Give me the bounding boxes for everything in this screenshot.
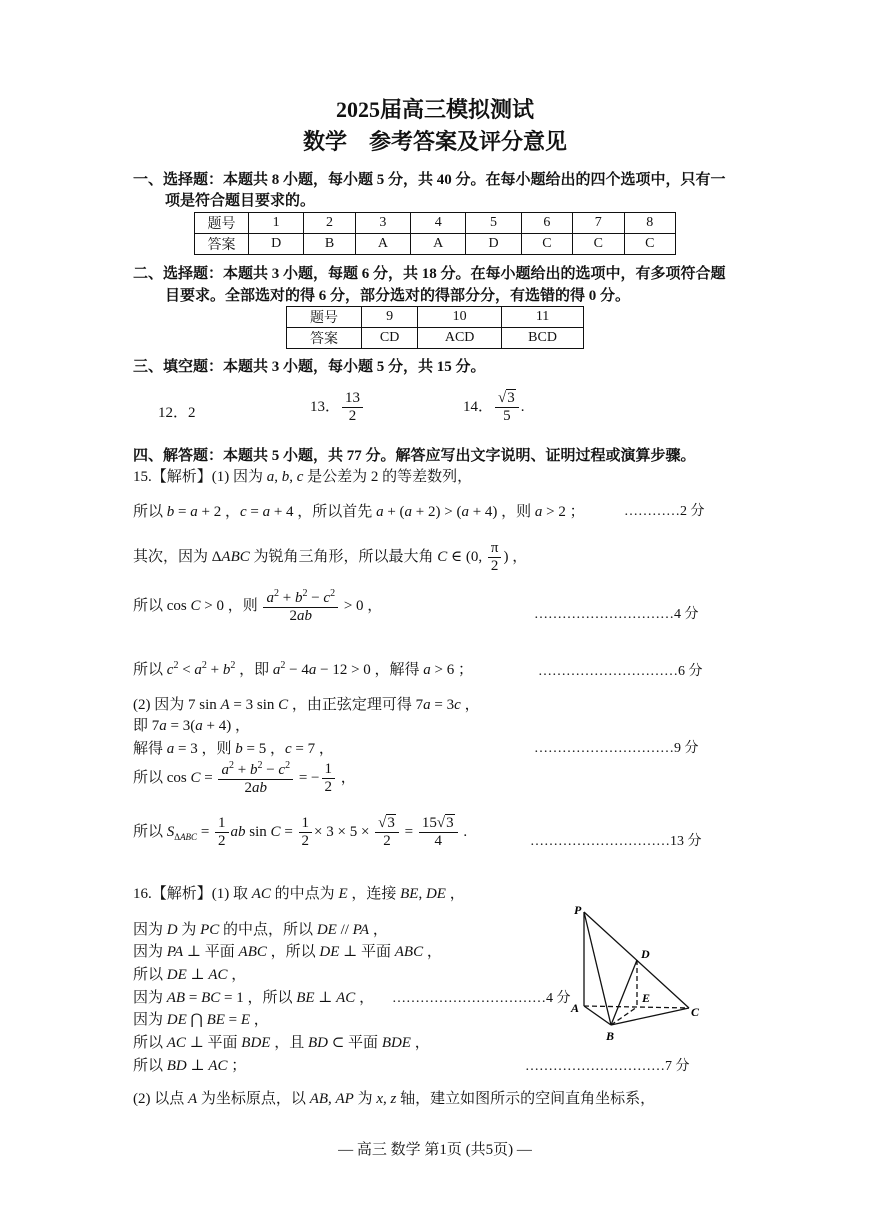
p16-line7: 所以 AC ⊥ 平面 BDE ，且 BD ⊂ 平面 BDE ， [133, 1035, 430, 1051]
p15-line8: 解得 a = 3 ，则 b = 5 ，c = 7 ， [133, 741, 334, 757]
fraction: $\frac{√3}{5}$ [495, 390, 519, 426]
table-cell: ACD [418, 328, 502, 349]
table-cell: A [411, 234, 466, 255]
answer-table-1 [194, 212, 676, 255]
section2-heading: 二、选择题：本题共 3 小题，每题 6 分，共 18 分。在每小题给出的选项中，有多项符合题 [133, 266, 726, 282]
p16-line5: 因为 AB = BC = 1 ，所以 BE ⊥ AC ， [133, 990, 375, 1006]
table-cell: 答案 [195, 234, 249, 255]
point-label-e: E [642, 991, 651, 1005]
answer-12: 12．2 [158, 405, 196, 421]
p15-line4: 所以 cos C > 0 ，则 $\frac{a^2 + b^2 - c^2}{2ab}$ > 0 ， [133, 588, 383, 625]
score-6: …………………………6 分 [538, 664, 703, 679]
vertex-label-b: B [606, 1029, 615, 1043]
p15-line10: 所以 $S_{\Delta ABC}$ = $\frac{1}{2}$ ab sin C = $\frac{1}{2}$ × 3 × 5 × $\frac{√3}{2}$ = $\frac{15√3}{4}$ . [133, 815, 468, 850]
section3-heading: 三、填空题：本题共 3 小题，每小题 5 分，共 15 分。 [133, 359, 486, 375]
table-cell: 答案 [287, 328, 362, 349]
table-cell: 1 [249, 213, 304, 234]
table-cell: 题号 [287, 307, 362, 328]
p16-line6: 因为 DE ⋂ BE = E ， [133, 1012, 269, 1028]
p16-line4: 所以 DE ⊥ AC ， [133, 967, 247, 983]
section4-heading: 四、解答题：本题共 5 小题，共 77 分。解答应写出文字说明、证明过程或演算步骤。 [133, 448, 696, 464]
score-16-4: ……………………………4 分 [392, 991, 571, 1006]
table-cell: 10 [418, 307, 502, 328]
score-16-7: …………………………7 分 [525, 1059, 690, 1074]
table-cell: 6 [521, 213, 572, 234]
table-cell: 2 [304, 213, 355, 234]
score-4: …………………………4 分 [534, 607, 699, 622]
fraction: $\frac{13}{2}$ [342, 390, 363, 426]
p15-line5: 所以 $c^2 < a^2 + b^2$ ，即 $a^2 - 4a - 12 > 0$ ，解得 a > 6 ； [133, 660, 473, 678]
table-cell: 题号 [195, 213, 249, 234]
table-cell: CD [362, 328, 418, 349]
table-row [287, 307, 584, 328]
section1-heading-cont: 项是符合题目要求的。 [165, 193, 316, 209]
p15-line7: 即 7a = 3(a + 4) ， [133, 718, 250, 734]
p15-line2: 所以 b = a + 2 ，c = a + 4 ，所以首先 a + (a + 2) > (a + 4) ，则 a > 2 ； [133, 504, 585, 520]
table-cell: 9 [362, 307, 418, 328]
p15-line6: (2) 因为 7 sin A = 3 sin C ，由正弦定理可得 7a = 3c ， [133, 697, 480, 713]
vertex-label-d: D [641, 947, 650, 961]
table-row [287, 328, 584, 349]
answer-14: 14． $\frac{√3}{5}$ . [463, 390, 525, 425]
table-cell: 4 [411, 213, 466, 234]
page-footer: — 高三 数学 第1页 (共5页) — [338, 1142, 532, 1158]
table-cell: C [521, 234, 572, 255]
table-cell: D [466, 234, 521, 255]
vertex-label-a: A [571, 1001, 580, 1015]
vertex-label-p: P [574, 903, 582, 917]
p16-line3: 因为 PA ⊥ 平面 ABC ，所以 DE ⊥ 平面 ABC ， [133, 944, 442, 960]
p16-line2: 因为 D 为 PC 的中点，所以 DE // PA ， [133, 922, 388, 938]
score-13: …………………………13 分 [530, 834, 702, 849]
table-cell: BCD [502, 328, 584, 349]
score-9: …………………………9 分 [534, 741, 699, 756]
p15-line3: 其次，因为 ΔABC 为锐角三角形，所以最大角 C ∈ (0, $\frac{\pi}{2}$ ) ， [133, 540, 528, 575]
p16-line1: 16.【解析】(1) 取 AC 的中点为 E ，连接 BE, DE ， [133, 886, 465, 902]
p15-line1: 15.【解析】(1) 因为 a, b, c 是公差为 2 的等差数列， [133, 469, 473, 485]
score-2: …………2 分 [624, 504, 705, 519]
p15-line9: 所以 cos C = $\frac{a^2 + b^2 - c^2}{2ab}$ = − $\frac{1}{2}$ ， [133, 760, 356, 797]
section1-heading: 一、选择题：本题共 8 小题，每小题 5 分，共 40 分。在每小题给出的四个选项中，只有一 [133, 172, 726, 188]
tetrahedron-figure [562, 898, 712, 1048]
page-subtitle: 数学 参考答案及评分意见 [302, 129, 567, 154]
table-row [195, 234, 676, 255]
vertex-label-c: C [691, 1005, 700, 1019]
table-cell: 11 [502, 307, 584, 328]
table-cell: 8 [624, 213, 675, 234]
table-cell: 7 [573, 213, 624, 234]
section2-heading-cont: 目要求。全部选对的得 6 分，部分选对的得部分分，有选错的得 0 分。 [165, 288, 631, 304]
answer-table-2 [286, 306, 584, 349]
p16-line8: 所以 BD ⊥ AC ； [133, 1058, 247, 1074]
table-cell: 5 [466, 213, 521, 234]
page-title: 2025届高三模拟测试 [335, 97, 534, 122]
table-cell: C [624, 234, 675, 255]
table-cell: D [249, 234, 304, 255]
table-cell: A [355, 234, 410, 255]
answer-13: 13． $\frac{13}{2}$ [310, 390, 365, 426]
table-row [195, 213, 676, 234]
p16-line9: (2) 以点 A 为坐标原点，以 AB, AP 为 x, z 轴，建立如图所示的空间直角坐标系， [133, 1091, 656, 1107]
table-cell: B [304, 234, 355, 255]
table-cell: 3 [355, 213, 410, 234]
table-cell: C [573, 234, 624, 255]
